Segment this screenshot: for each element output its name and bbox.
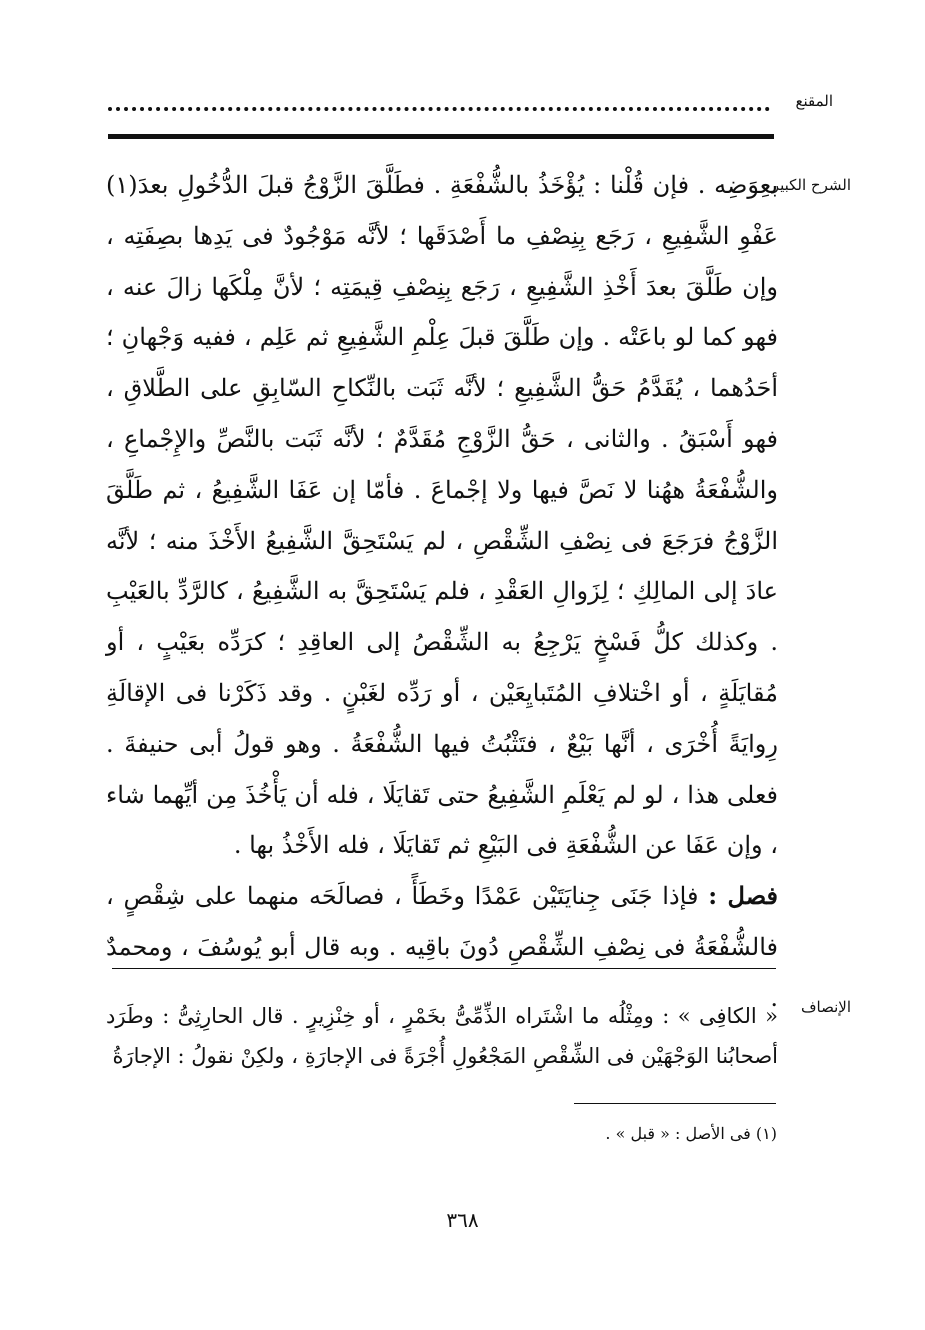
header-dotted-rule [108, 107, 770, 111]
main-text [106, 160, 778, 1024]
insaf-section-label: الإنصاف [800, 998, 851, 1016]
fasl-text: فإذا جَنَى جِنايَتَيْن عَمْدًا وخَطَأً ، فصالَحَه منهما على شِقْصٍ ، فالشُّفْعَةُ فى نِصْفِ الشِّقْصِ دُونَ باقِيه . وبه قال أبو يُوسُفَ ، ومحمدٌ . [106, 882, 778, 1012]
insaf-text: « الكافِى » : ومِثْلُه ما اشْتَراه الذِّمِّىُّ بخَمْرٍ ، أو خِنْزِيرٍ . قال الحارِثِىُّ : وطَرَد أصحابُنا الوَجْهَيْن فى الشِّقْصِ المَجْعُولِ أُجْرَةً فى الإجارَةِ ، ولكِنْ نقولُ : الإجارَةُ [106, 1004, 778, 1068]
section-divider [112, 968, 776, 969]
footnote-rule [574, 1103, 776, 1104]
main-paragraph-1: بعِوَضِه . فإن قُلْنا : يُؤْخَذُ بالشُّفْعَةِ . فطَلَّقَ الزَّوْجُ قبلَ الدُّخُولِ بعدَ(١) عَفْوِ الشَّفِيعِ ، رَجَع بِنِصْفِ ما أَصْدَقَها ؛ لأنَّه مَوْجُودٌ فى يَدِها بصِفَتِه ، وإن طَلَّقَ بعدَ أَخْذِ الشَّفِيعِ ، رَجَع بِنِصْفِ قِيمَتِه ؛ لأنَّ مِلْكَها زالَ عنه ، فهو كما لو باعَتْه . وإن طَلَّقَ قبلَ عِلْمِ الشَّفِيعِ ثم عَلِم ، ففيه وَجْهانِ ؛ أحَدُهما ، يُقَدَّمُ حَقُّ الشَّفِيعِ ؛ لأنَّه ثَبَت بالنِّكاحِ السّابِقِ على الطَّلاقِ ، فهو أَسْبَقُ . والثانى ، حَقُّ الزَّوْجِ مُقَدَّمٌ ؛ لأنَّه ثَبَت بالنَّصِّ والإِجْماعِ ، والشُّفْعَةُ ههُنا لا نَصَّ فيها ولا إجْماعَ . فأمّا إن عَفَا الشَّفِيعُ ، ثم طَلَّقَ الزَّوْجُ فرَجَعَ فى نِصْفِ الشِّقْصِ ، لم يَسْتَحِقَّ الشَّفِيعُ الأَخْذَ منه ؛ لأنَّه عادَ إلى المالِكِ ؛ لِزَوالِ العَقْدِ ، فلم يَسْتَحِقَّ به الشَّفِيعُ ، كالرَّدِّ بالعَيْبِ . وكذلك كلُّ فَسْخٍ يَرْجِعُ به الشِّقْصُ إلى العاقِدِ ؛ كرَدِّه بعَيْبٍ ، أو مُقايَلَةٍ ، أو اخْتلافِ المُتَبايِعَيْن ، أو رَدِّه لغَبْنٍ . وقد ذَكَرْنا فى الإقالَةِ رِوايَةً أُخْرَى ، أنَّها بَيْعٌ ، فتَثْبُتُ فيها الشُّفْعَةُ . وهو قولُ أبى حنيفةَ . فعلى هذا ، لو لم يَعْلَمِ الشَّفِيعُ حتى تَقايَلَا ، فله أن يَأْخُذَ مِن أيِّهما شاء ، وإن عَفَا عن الشُّفْعَةِ فى البَيْعِ ثم تَقايَلَا ، فله الأَخْذُ بها . [106, 171, 779, 860]
header-title: المقنع [795, 92, 833, 110]
main-section-label: الشرح الكبير [771, 176, 851, 194]
header-thick-rule [108, 134, 774, 139]
footnote: (١) فى الأصل : « قبل » . [605, 1124, 777, 1143]
fasl-label: فصل : [708, 881, 778, 911]
page-number: ٣٦٨ [446, 1208, 479, 1232]
